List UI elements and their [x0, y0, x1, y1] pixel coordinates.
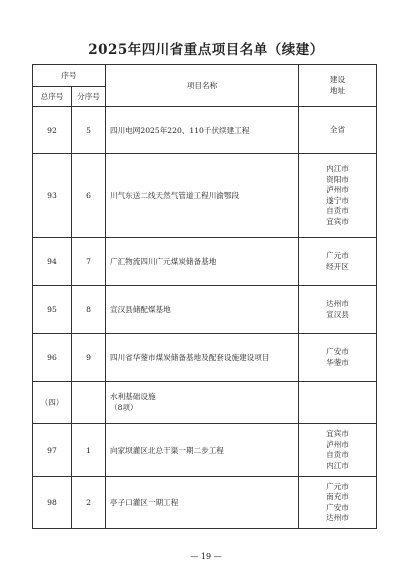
- location-line: 宜宾市: [326, 216, 349, 226]
- location-line: 广元市: [326, 251, 349, 260]
- project-name-cell: 四川电网2025年220、110千伏续建工程: [106, 107, 299, 154]
- table-row: [33, 477, 377, 529]
- location-line: 自贡市: [326, 206, 349, 215]
- sub-no-cell: 6: [72, 154, 106, 238]
- section-empty-cell: [299, 382, 377, 424]
- header-location: [299, 65, 377, 107]
- project-name-cell: 四川省华蓥市煤炭储备基地及配套设施建设项目: [106, 334, 299, 382]
- header-sub-no: 分序号: [72, 87, 106, 107]
- location-line: 泸州市: [326, 185, 349, 194]
- total-no-cell: 92: [33, 107, 72, 154]
- section-count: （8项）: [110, 402, 138, 412]
- header-location-line2: 地址: [329, 85, 346, 95]
- location-line: 宣汉县: [326, 309, 349, 319]
- location-line: 广元市: [326, 481, 349, 491]
- section-name: 水利基础设施: [110, 392, 156, 401]
- location-cell: [299, 286, 377, 334]
- total-no-cell: 93: [33, 154, 72, 238]
- location-line: 泸州市: [326, 439, 349, 449]
- table-row: [33, 107, 377, 154]
- location-line: 内江市: [326, 460, 349, 470]
- location-cell: [299, 334, 377, 382]
- location-cell: [299, 424, 377, 477]
- section-label-cell: （四）: [33, 382, 72, 424]
- sub-no-cell: 8: [72, 286, 106, 334]
- table-row: [33, 238, 377, 286]
- location-line: 遂宁市: [326, 195, 349, 205]
- location-line: 广安市: [326, 347, 349, 356]
- header-project-name: 项目名称: [106, 65, 299, 107]
- project-name-cell: 广汇物流四川广元煤炭储备基地: [106, 238, 299, 286]
- total-no-cell: 98: [33, 477, 72, 529]
- total-no-cell: 95: [33, 286, 72, 334]
- table-row: [33, 334, 377, 382]
- total-no-cell: 96: [33, 334, 72, 382]
- project-table: [32, 64, 377, 529]
- total-no-cell: 94: [33, 238, 72, 286]
- header-serial-group: 序号: [33, 65, 106, 87]
- header-location-line1: 建设: [329, 75, 346, 84]
- location-line: 内江市: [326, 164, 349, 173]
- table-row: [33, 424, 377, 477]
- project-name-cell: 宣汉县储配煤基地: [106, 286, 299, 334]
- location-line: 华蓥市: [326, 357, 349, 367]
- page-number: — 19 —: [190, 552, 222, 561]
- section-empty-cell: [72, 382, 106, 424]
- location-line: 达州市: [326, 513, 349, 522]
- sub-no-cell: 1: [72, 424, 106, 477]
- location-cell: [299, 154, 377, 238]
- total-no-cell: 97: [33, 424, 72, 477]
- location-line: 全省: [329, 124, 346, 134]
- project-name-cell: 向家坝灌区北总干渠一期二步工程: [106, 424, 299, 477]
- sub-no-cell: 2: [72, 477, 106, 529]
- location-line: 自贡市: [326, 450, 349, 459]
- section-name-cell: [106, 382, 299, 424]
- section-row: [33, 382, 377, 424]
- location-cell: [299, 238, 377, 286]
- location-cell: [299, 477, 377, 529]
- header-total-no: 总序号: [33, 87, 72, 107]
- location-line: 南充市: [326, 492, 349, 501]
- table-row: [33, 154, 377, 238]
- sub-no-cell: 7: [72, 238, 106, 286]
- location-line: 宜宾市: [326, 429, 349, 438]
- project-name-cell: 川气东送二线天然气管道工程川渝鄂段: [106, 154, 299, 238]
- location-line: 经开区: [326, 261, 349, 271]
- page-title: 2025年四川省重点项目名单（续建）: [88, 42, 324, 58]
- header-row-group: [33, 65, 377, 87]
- location-cell: [299, 107, 377, 154]
- sub-no-cell: 5: [72, 107, 106, 154]
- location-line: 广安市: [326, 502, 349, 512]
- location-line: 资阳市: [326, 174, 349, 184]
- project-name-cell: 亭子口灌区一期工程: [106, 477, 299, 529]
- sub-no-cell: 9: [72, 334, 106, 382]
- location-line: 达州市: [326, 299, 349, 308]
- table-row: [33, 286, 377, 334]
